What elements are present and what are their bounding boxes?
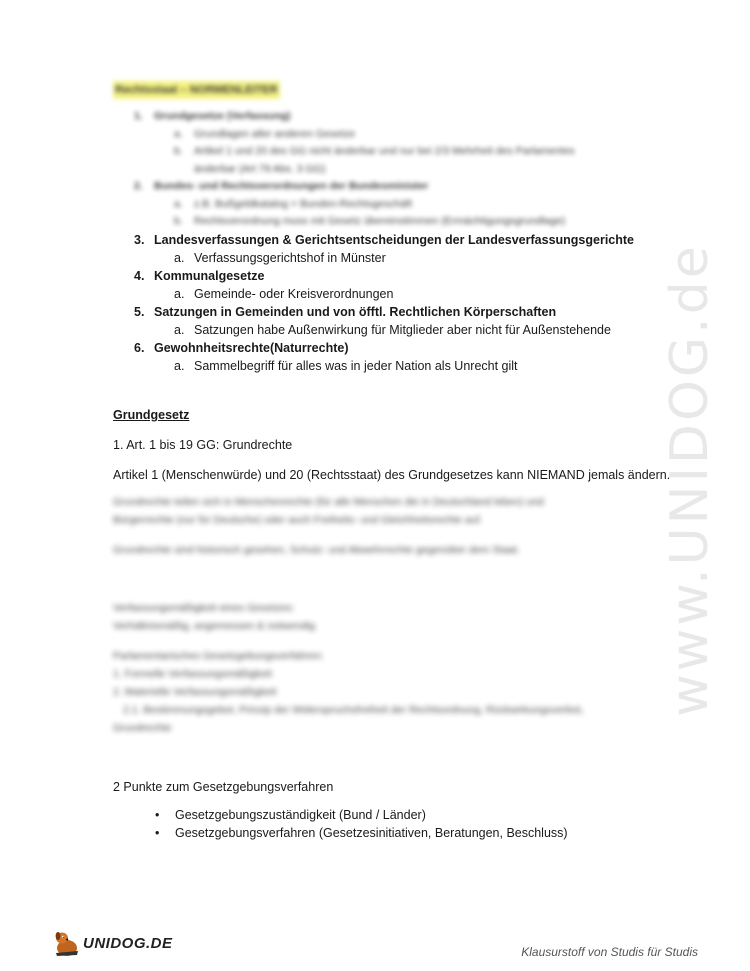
blurred-paragraph: Bürgerrechte (nur für Deutsche) oder auch Freiheits- und Gleichheitsrechte auf. <box>113 514 483 526</box>
item-number: 2. <box>134 180 143 192</box>
sub-item: a. Satzungen habe Außenwirkung für Mitglieder aber nicht für Außenstehende <box>174 322 611 337</box>
document-title: Rechtsstaat – NORMENLEITER <box>113 81 280 99</box>
blurred-paragraph: Parlamentarisches Gesetzgebungsverfahren: <box>113 650 324 662</box>
item-heading: Satzungen in Gemeinden und von öfftl. Rechtlichen Körperschaften <box>154 304 557 319</box>
footer-tagline: Klausurstoff von Studis für Studis <box>521 945 698 959</box>
artikel-paragraph: Artikel 1 (Menschenwürde) und 20 (Rechtsstaat) des Grundgesetzes kann NIEMAND jemals ändern. <box>113 468 671 482</box>
blurred-paragraph: Verhältnismäßig, angemessen & notwendig <box>113 620 315 632</box>
blurred-paragraph: Grundrechte <box>113 722 172 734</box>
bullet-item: • Gesetzgebungsverfahren (Gesetzesinitiativen, Beratungen, Beschluss) <box>155 824 568 842</box>
list-item-1 <box>114 108 634 178</box>
item-number: 4. <box>134 268 145 283</box>
item-number: 1. <box>134 110 143 122</box>
grundrechte-line: 1. Art. 1 bis 19 GG: Grundrechte <box>113 438 293 452</box>
blurred-paragraph: Grundrechte teilen sich in Menschenrechte (für alle Menschen die in Deutschland leben) und <box>113 496 544 508</box>
blurred-paragraph: 2.1. Bestimmungsgebot, Prinzip der Widerspruchsfreiheit der Rechtsordnung, Rückwirkungsverbot, <box>123 704 584 716</box>
item-heading: Grundgesetze (Verfassung) <box>154 110 291 122</box>
sub-item: b. Artikel 1 und 20 des GG nicht änderbar und nur bei 2/3 Mehrheit des Parlamentes <box>174 145 575 157</box>
bullet-item: • Gesetzgebungszuständigkeit (Bund / Länder) <box>155 806 568 824</box>
blurred-paragraph: Grundrechte sind historisch gesehen, Schutz- und Abwehrrechte gegenüber dem Staat. <box>113 544 520 556</box>
item-heading: Gewohnheitsrechte(Naturrechte) <box>154 340 349 355</box>
verfahren-heading: 2 Punkte zum Gesetzgebungsverfahren <box>113 780 334 794</box>
sub-item: b. Rechtsverordnung muss mit Gesetz übereinstimmen (Ermächtigungsgrundlage) <box>174 215 566 227</box>
sub-item: a. Gemeinde- oder Kreisverordnungen <box>174 286 394 301</box>
sub-item: a. Grundlagen aller anderen Gesetze <box>174 127 356 140</box>
item-number: 5. <box>134 304 145 319</box>
item-heading: Landesverfassungen & Gerichtsentscheidungen der Landesverfassungsgerichte <box>154 232 635 247</box>
list-item-3 <box>114 231 634 267</box>
list-item-4 <box>114 267 634 303</box>
verfahren-bullets <box>155 806 568 842</box>
sub-item: änderbar (Art 79 Abs. 3 GG) <box>194 162 326 175</box>
blurred-paragraph: Verfassungsmäßigkeit eines Gesetzes: <box>113 602 295 614</box>
list-item-6 <box>114 339 634 375</box>
list-item-5 <box>114 303 634 339</box>
item-heading: Bundes- und Rechtsverordnungen der Bundesminister <box>154 180 429 192</box>
normenleiter-list <box>114 108 634 375</box>
item-number: 6. <box>134 340 145 355</box>
sub-item: a. Verfassungsgerichtshof in Münster <box>174 250 386 265</box>
blurred-paragraph: 1. Formelle Verfassungsmäßigkeit <box>113 668 272 680</box>
section-heading-grundgesetz: Grundgesetz <box>113 408 190 422</box>
sub-item: a. z.B. Bußgeldkatalog = Bunden-Rechtsgeschäft <box>174 197 413 210</box>
blurred-paragraph: 2. Materielle Verfassungsmäßigkeit <box>113 686 277 698</box>
list-item-2 <box>114 178 634 231</box>
logo-text: UNIDOG.DE <box>83 935 173 952</box>
watermark-text: www.UNIDOG.de <box>660 243 720 717</box>
unidog-logo <box>52 929 173 959</box>
item-number: 3. <box>134 232 145 247</box>
item-heading: Kommunalgesetze <box>154 268 265 283</box>
dog-mascot-icon <box>52 929 82 959</box>
sub-item: a. Sammelbegriff für alles was in jeder Nation als Unrecht gilt <box>174 358 518 373</box>
